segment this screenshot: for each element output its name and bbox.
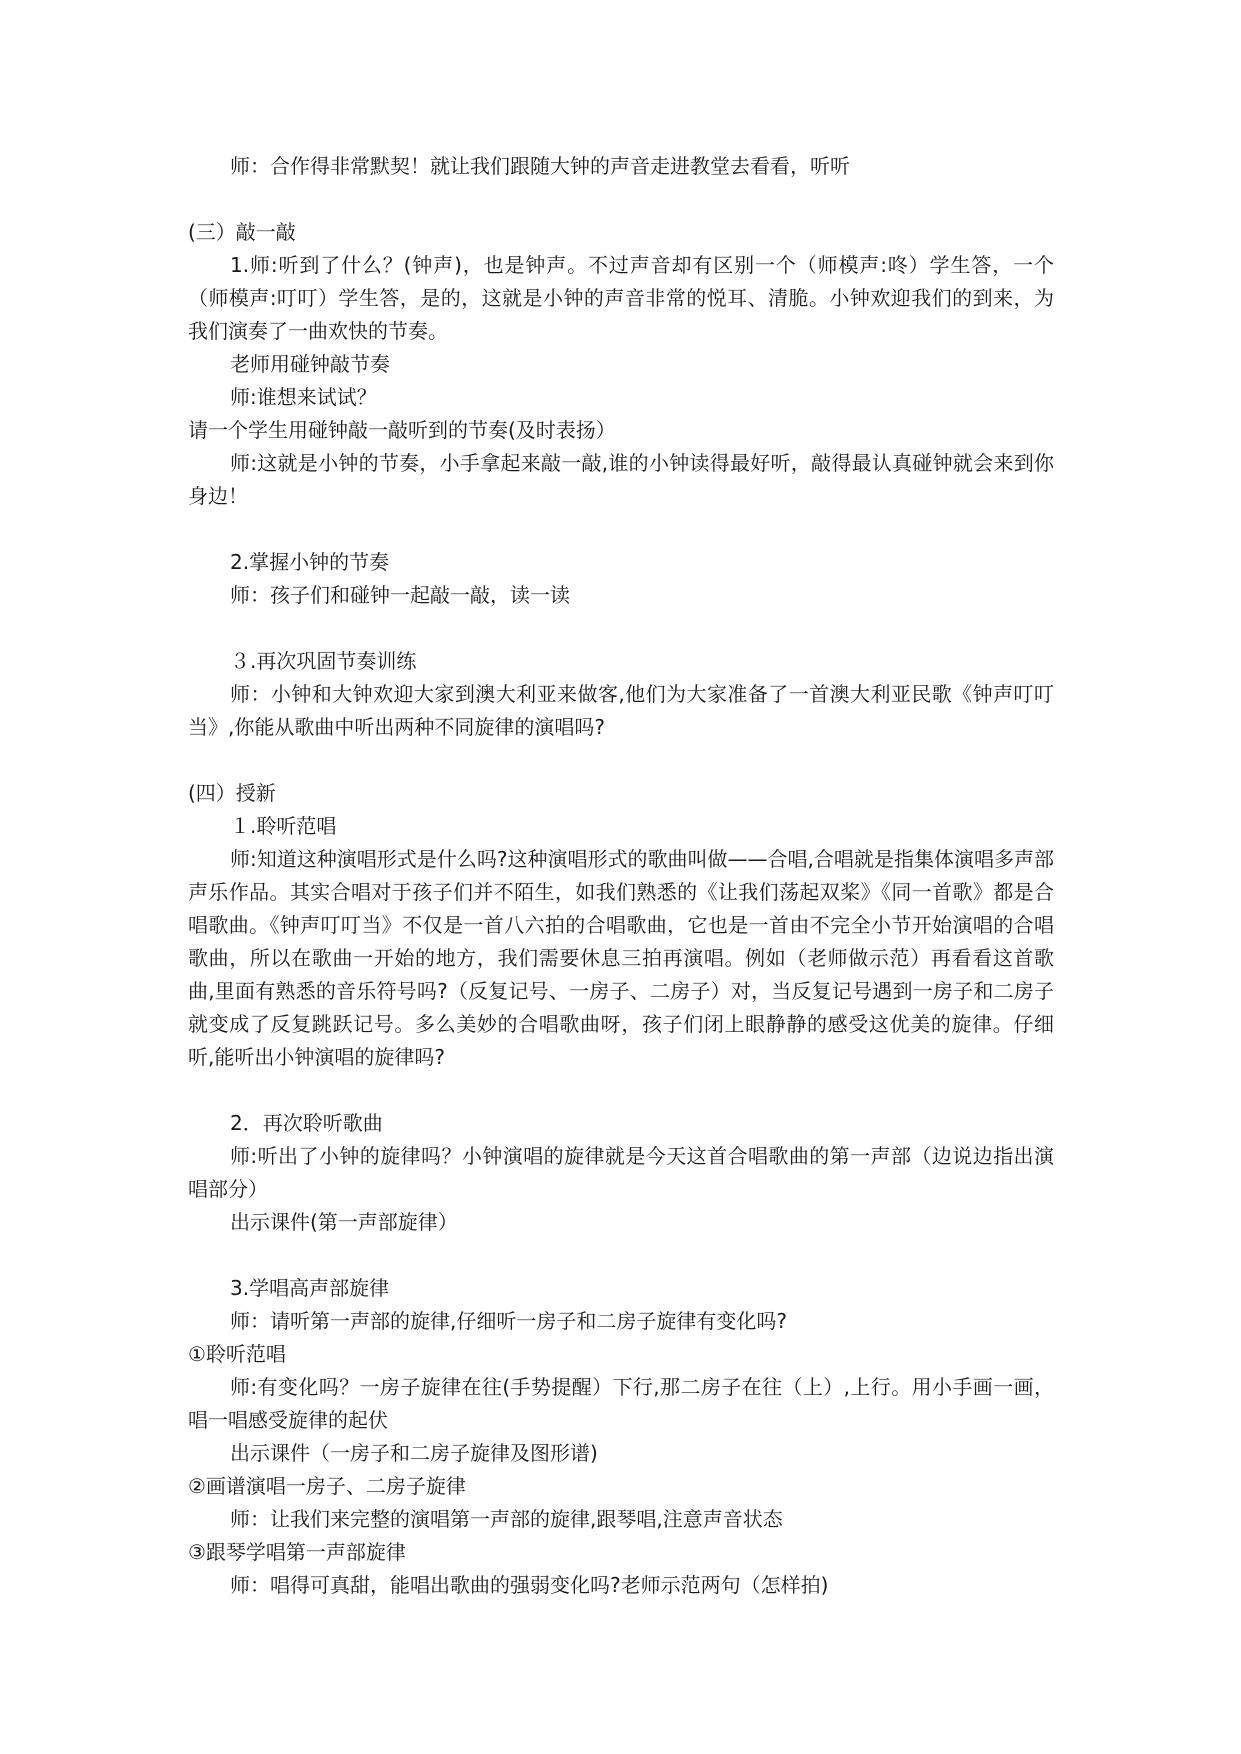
text-paragraph: 老师用碰钟敲节奏 [230,352,390,376]
subsection-heading: ３.再次巩固节奏训练 [230,649,417,673]
text-paragraph: 师:有变化吗？一房子旋律在往(手势提醒）下行,那二房子在往（上）,上行。用小手画一画，唱一唱感受旋律的起伏 [188,1375,1054,1432]
document-body [188,150,1054,1602]
text-paragraph: 师：小钟和大钟欢迎大家到澳大利亚来做客,他们为大家准备了一首澳大利亚民歌《钟声叮叮当》,你能从歌曲中听出两种不同旋律的演唱吗? [188,682,1054,739]
text-paragraph: 师：合作得非常默契！就让我们跟随大钟的声音走进教堂去看看，听听 [230,154,850,178]
blank-line [188,513,1054,546]
text-paragraph: 师：让我们来完整的演唱第一声部的旋律,跟琴唱,注意声音状态 [230,1507,783,1531]
subsection-heading: 3.学唱高声部旋律 [230,1276,390,1300]
text-paragraph: 1.师:听到了什么？(钟声)，也是钟声。不过声音却有区别一个（师模声:咚）学生答，一个（师模声:叮叮）学生答，是的，这就是小钟的声音非常的悦耳、清脆。小钟欢迎我们的到来，为我们演奏了一曲欢快的节奏。 [188,253,1054,343]
text-paragraph: 师:这就是小钟的节奏，小手拿起来敲一敲,谁的小钟读得最好听，敲得最认真碰钟就会来到你身边！ [188,451,1054,508]
text-paragraph: 师:听出了小钟的旋律吗？小钟演唱的旋律就是今天这首合唱歌曲的第一声部（边说边指出演唱部分） [188,1144,1054,1201]
subsection-heading: １.聆听范唱 [230,814,337,838]
text-paragraph: 请一个学生用碰钟敲一敲听到的节奏(及时表扬） [188,418,616,442]
step-heading: ①聆听范唱 [188,1342,286,1366]
step-heading: ②画谱演唱一房子、二房子旋律 [188,1474,466,1498]
subsection-heading: 2.掌握小钟的节奏 [230,550,390,574]
text-paragraph: 师：请听第一声部的旋律,仔细听一房子和二房子旋律有变化吗? [230,1309,787,1333]
blank-line [188,612,1054,645]
section-heading: (四）授新 [188,781,276,805]
blank-line [188,1074,1054,1107]
text-paragraph: 出示课件(第一声部旋律） [230,1210,458,1234]
blank-line [188,183,1054,216]
subsection-heading: 2．再次聆听歌曲 [230,1111,383,1135]
text-paragraph: 出示课件（一房子和二房子旋律及图形谱) [230,1441,598,1465]
text-paragraph: 师:知道这种演唱形式是什么吗?这种演唱形式的歌曲叫做——合唱,合唱就是指集体演唱多声部声乐作品。其实合唱对于孩子们并不陌生，如我们熟悉的《让我们荡起双桨》《同一首歌》都是合唱歌曲。《钟声叮叮当》不仅是一首八六拍的合唱歌曲，它也是一首由不完全小节开始演唱的合唱歌曲，所以在歌曲一开始的地方，我们需要休息三拍再演唱。例如（老师做示范）再看看这首歌曲,里面有熟悉的音乐符号吗?（反复记号、一房子、二房子）对，当反复记号遇到一房子和二房子就变成了反复跳跃记号。多么美妙的合唱歌曲呀，孩子们闭上眼静静的感受这优美的旋律。仔细听,能听出小钟演唱的旋律吗? [188,847,1054,1069]
text-paragraph: 师:谁想来试试？ [230,385,377,409]
blank-line [188,1239,1054,1272]
blank-line [188,744,1054,777]
section-heading: (三）敲一敲 [188,220,296,244]
step-heading: ③跟琴学唱第一声部旋律 [188,1540,406,1564]
text-paragraph: 师：孩子们和碰钟一起敲一敲，读一读 [230,583,570,607]
text-paragraph: 师：唱得可真甜，能唱出歌曲的强弱变化吗?老师示范两句（怎样拍) [230,1573,829,1597]
